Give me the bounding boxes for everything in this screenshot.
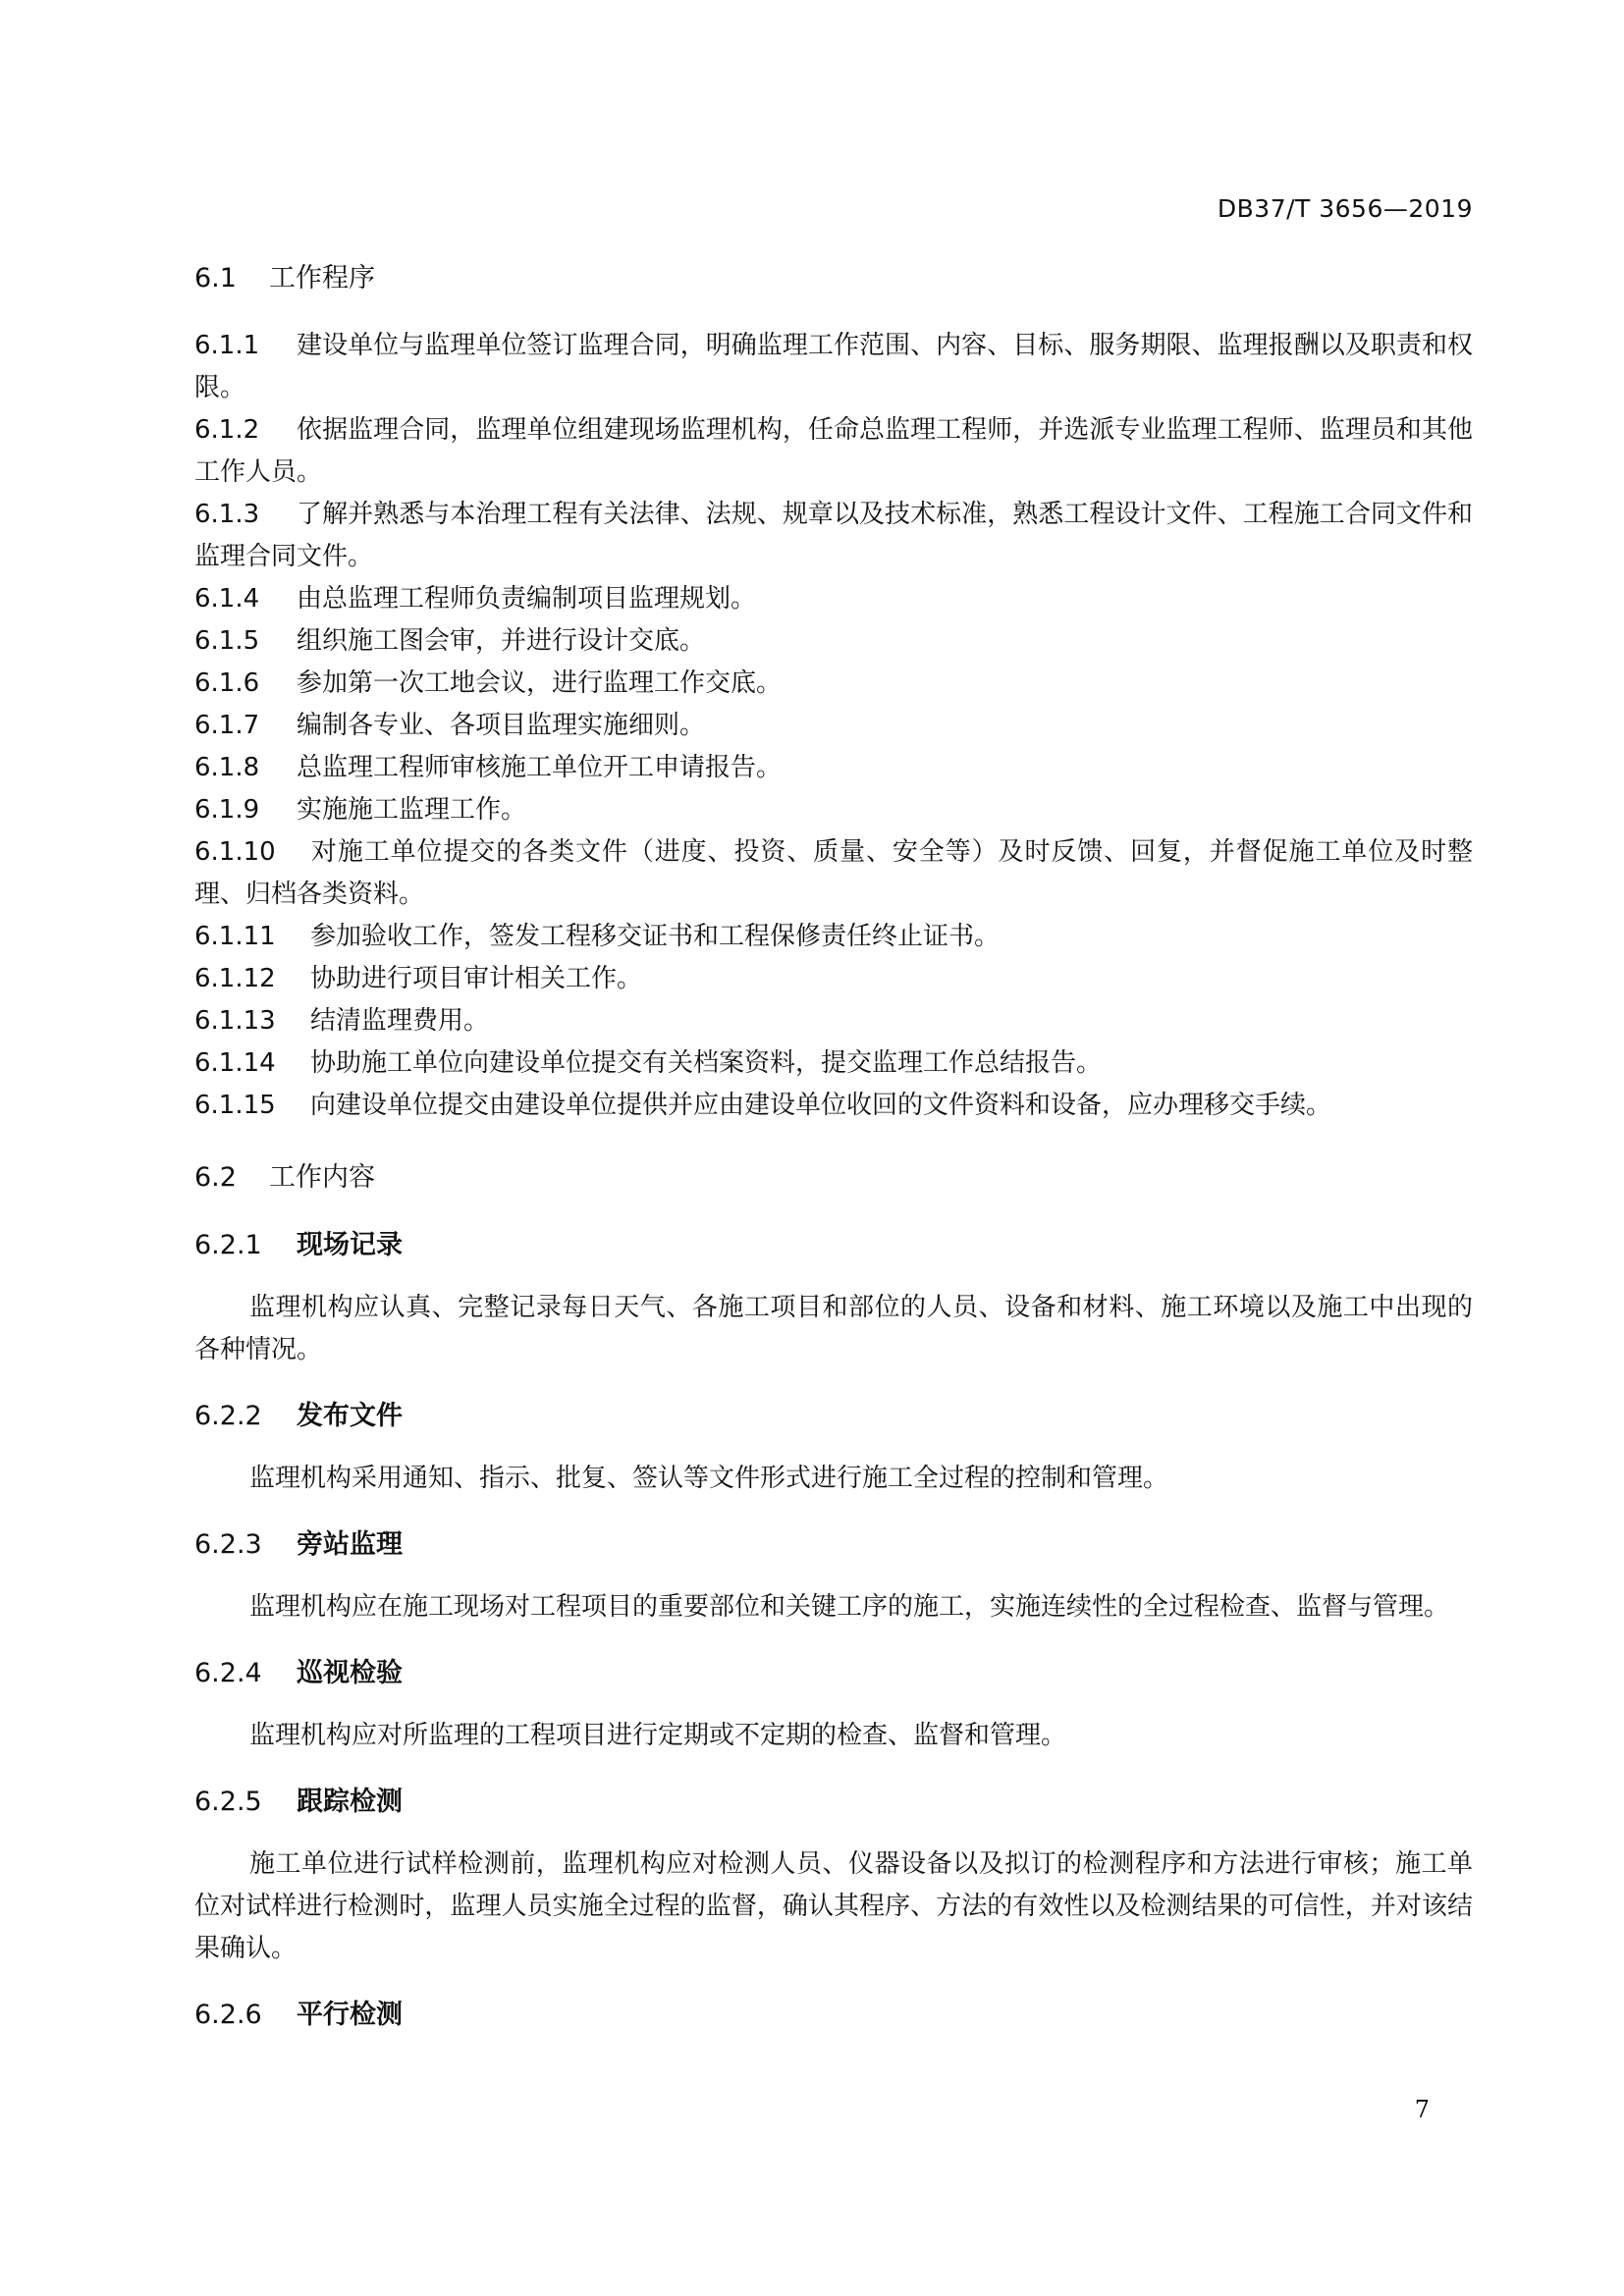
subsection-title: 旁站监理 [297, 1529, 403, 1560]
item-text: 向建设单位提交由建设单位提供并应由建设单位收回的文件资料和设备，应办理移交手续。 [310, 1091, 1332, 1120]
subsection-number: 6.2.2 [194, 1401, 262, 1431]
item-number: 6.1.12 [194, 964, 276, 993]
list-item [194, 1042, 1473, 1085]
item-text: 组织施工图会审，并进行设计交底。 [297, 626, 706, 656]
section-number: 6.2 [194, 1162, 237, 1193]
item-number: 6.1.9 [194, 795, 260, 825]
item-text: 参加验收工作，签发工程移交证书和工程保修责任终止证书。 [310, 922, 1001, 951]
list-item [194, 747, 1473, 789]
subsection-paragraph: 施工单位进行试样检测前，监理机构应对检测人员、仪器设备以及拟订的检测程序和方法进行审核；施工单位对试样进行检测时，监理人员实施全过程的监督，确认其程序、方法的有效性以及检测结果的可信性，并对该结果确认。 [194, 1849, 1473, 1963]
item-number: 6.1.13 [194, 1006, 276, 1036]
list-item [194, 1000, 1473, 1042]
section-title: 工作内容 [269, 1162, 375, 1193]
item-text: 协助施工单位向建设单位提交有关档案资料，提交监理工作总结报告。 [310, 1048, 1103, 1078]
list-item [194, 620, 1473, 663]
subsection-number: 6.2.4 [194, 1658, 262, 1688]
subsection-title: 发布文件 [297, 1401, 403, 1431]
subsection-number: 6.2.5 [194, 1787, 262, 1817]
item-text: 建设单位与监理单位签订监理合同，明确监理工作范围、内容、目标、服务期限、监理报酬以及职责和权限。 [194, 331, 1473, 402]
item-text: 协助进行项目审计相关工作。 [310, 964, 643, 993]
subsection-heading-6-2-5 [194, 1781, 1473, 1824]
list-item [194, 705, 1473, 747]
subsection-heading-6-2-6 [194, 1994, 1473, 2037]
item-text: 了解并熟悉与本治理工程有关法律、法规、规章以及技术标准，熟悉工程设计文件、工程施工合同文件和监理合同文件。 [194, 500, 1473, 571]
subsection-paragraph: 监理机构应认真、完整记录每日天气、各施工项目和部位的人员、设备和材料、施工环境以及施工中出现的各种情况。 [194, 1293, 1473, 1364]
list-item [194, 1085, 1473, 1127]
list-item [194, 916, 1473, 958]
item-number: 6.1.5 [194, 626, 260, 656]
section-heading-6-1 [194, 257, 1473, 300]
subsection-number: 6.2.3 [194, 1529, 262, 1560]
item-number: 6.1.7 [194, 711, 260, 740]
item-text: 总监理工程师审核施工单位开工申请报告。 [297, 753, 783, 782]
item-text: 依据监理合同，监理单位组建现场监理机构，任命总监理工程师，并选派专业监理工程师、监理员和其他工作人员。 [194, 415, 1473, 487]
list-item [194, 831, 1473, 916]
subsection-heading-6-2-2 [194, 1395, 1473, 1438]
section-number: 6.1 [194, 263, 237, 294]
item-text: 对施工单位提交的各类文件（进度、投资、质量、安全等）及时反馈、回复，并督促施工单位及时整理、归档各类资料。 [194, 837, 1473, 909]
item-text: 实施施工监理工作。 [297, 795, 527, 825]
subsection-title: 现场记录 [297, 1230, 403, 1260]
subsection-heading-6-2-4 [194, 1652, 1473, 1695]
item-number: 6.1.2 [194, 415, 260, 445]
standard-code: DB37/T 3656—2019 [1217, 194, 1473, 223]
item-number: 6.1.8 [194, 753, 260, 782]
section-title: 工作程序 [269, 263, 375, 294]
list-item [194, 958, 1473, 1000]
item-number: 6.1.3 [194, 500, 260, 529]
list-item [194, 325, 1473, 409]
subsection-number: 6.2.6 [194, 2000, 262, 2030]
item-text: 参加第一次工地会议，进行监理工作交底。 [297, 668, 783, 698]
list-item [194, 494, 1473, 578]
subsection-title: 平行检测 [297, 2000, 403, 2030]
subsection-heading-6-2-3 [194, 1523, 1473, 1567]
item-number: 6.1.6 [194, 668, 260, 698]
subsection-paragraph: 监理机构应对所监理的工程项目进行定期或不定期的检查、监督和管理。 [249, 1721, 1067, 1750]
document-body [194, 257, 1473, 2056]
item-text: 结清监理费用。 [310, 1006, 490, 1036]
item-number: 6.1.1 [194, 331, 260, 360]
subsection-heading-6-2-1 [194, 1224, 1473, 1267]
list-item [194, 663, 1473, 705]
item-number: 6.1.11 [194, 922, 276, 951]
item-text: 编制各专业、各项目监理实施细则。 [297, 711, 706, 740]
subsection-number: 6.2.1 [194, 1230, 262, 1260]
item-number: 6.1.4 [194, 584, 260, 614]
subsection-paragraph: 监理机构应在施工现场对工程项目的重要部位和关键工序的施工，实施连续性的全过程检查、监督与管理。 [249, 1592, 1450, 1622]
section-heading-6-2 [194, 1156, 1473, 1200]
item-text: 由总监理工程师负责编制项目监理规划。 [297, 584, 757, 614]
list-item [194, 789, 1473, 831]
list-item [194, 578, 1473, 620]
item-number: 6.1.14 [194, 1048, 276, 1078]
page-number: 7 [1414, 2096, 1430, 2123]
subsection-title: 跟踪检测 [297, 1787, 403, 1817]
item-number: 6.1.15 [194, 1091, 276, 1120]
subsection-paragraph: 监理机构采用通知、指示、批复、签认等文件形式进行施工全过程的控制和管理。 [249, 1464, 1169, 1493]
item-number: 6.1.10 [194, 837, 276, 867]
subsection-title: 巡视检验 [297, 1658, 403, 1688]
list-item [194, 409, 1473, 494]
procedure-list [194, 325, 1473, 1127]
